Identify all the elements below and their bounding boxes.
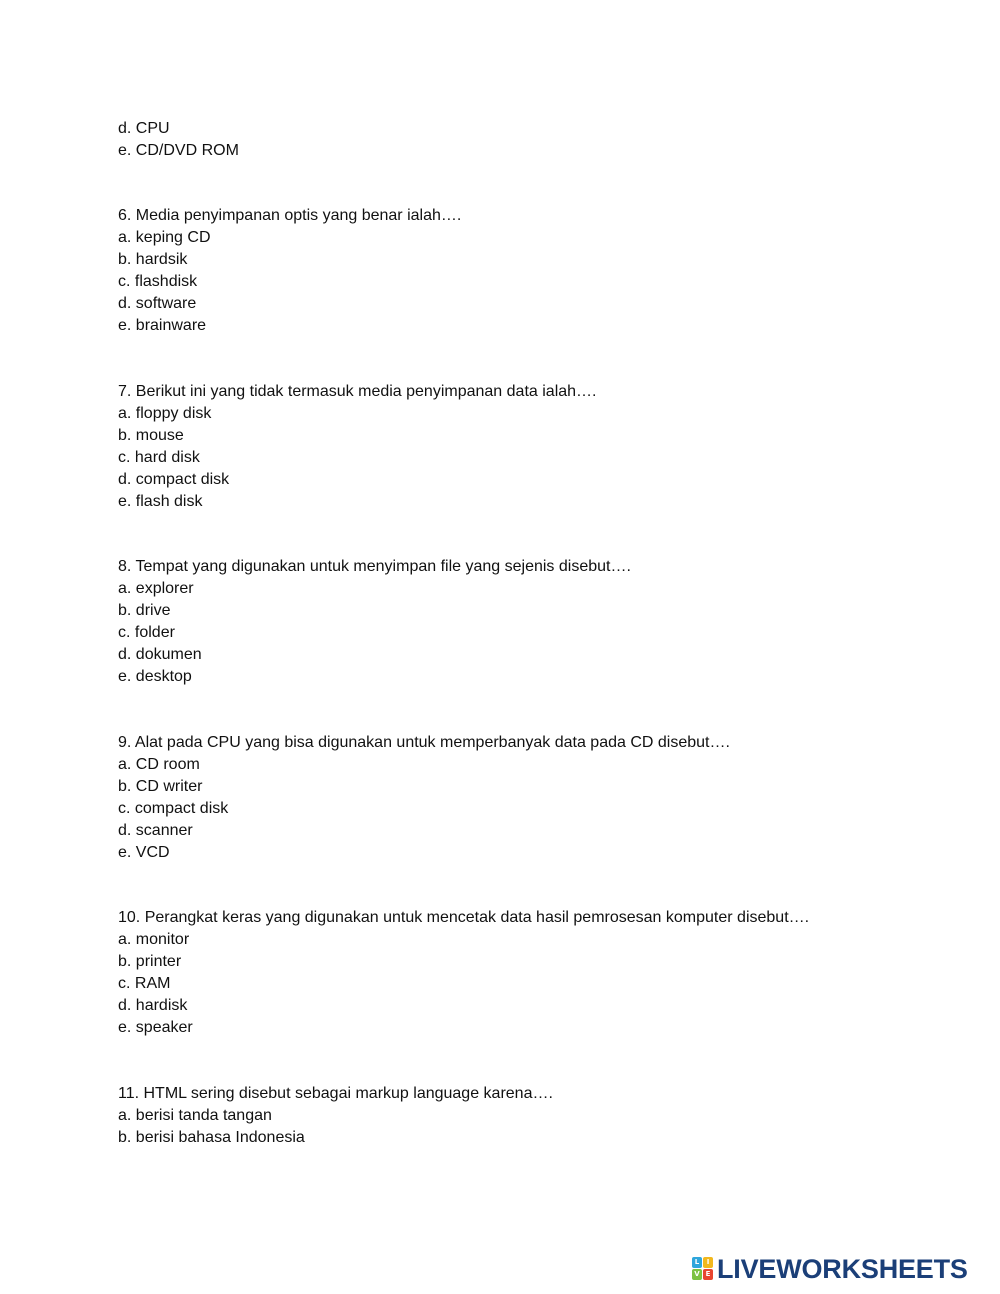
option-line: d. compact disk (118, 471, 230, 488)
option-line: c. hard disk (118, 449, 200, 466)
option-line: d. CPU (118, 120, 170, 137)
question-11: 11. HTML sering disebut sebagai markup language karena…. (118, 1085, 553, 1102)
option-line: b. berisi bahasa Indonesia (118, 1129, 305, 1146)
option-line: a. explorer (118, 580, 194, 597)
option-line: a. floppy disk (118, 405, 212, 422)
option-line: b. drive (118, 602, 171, 619)
logo-tile-v: V (692, 1269, 702, 1280)
option-line: b. mouse (118, 427, 184, 444)
option-line: d. dokumen (118, 646, 202, 663)
logo-tile-l: L (692, 1257, 702, 1268)
question-6: 6. Media penyimpanan optis yang benar ialah…. (118, 207, 462, 224)
logo-wordmark: LIVEWORKSHEETS (717, 1254, 968, 1284)
option-line: c. flashdisk (118, 273, 198, 290)
option-line: a. monitor (118, 931, 190, 948)
option-line: d. scanner (118, 822, 193, 839)
option-line: e. flash disk (118, 493, 203, 510)
option-line: e. CD/DVD ROM (118, 142, 239, 159)
option-line: e. speaker (118, 1019, 193, 1036)
logo-tile-i: I (703, 1257, 713, 1268)
question-10: 10. Perangkat keras yang digunakan untuk mencetak data hasil pemrosesan komputer disebut…. (118, 909, 810, 926)
option-line: c. folder (118, 624, 175, 641)
option-line: a. CD room (118, 756, 200, 773)
option-line: d. software (118, 295, 197, 312)
option-line: c. RAM (118, 975, 171, 992)
option-line: e. brainware (118, 317, 207, 334)
question-7: 7. Berikut ini yang tidak termasuk media penyimpanan data ialah…. (118, 383, 597, 400)
option-line: a. berisi tanda tangan (118, 1107, 272, 1124)
question-8: 8. Tempat yang digunakan untuk menyimpan file yang sejenis disebut…. (118, 558, 631, 575)
option-line: a. keping CD (118, 229, 211, 246)
option-line: e. VCD (118, 844, 170, 861)
liveworksheets-logo-icon (692, 1257, 714, 1281)
option-line: b. hardsik (118, 251, 188, 268)
option-line: e. desktop (118, 668, 192, 685)
option-line: d. hardisk (118, 997, 188, 1014)
logo-tile-e: E (703, 1269, 713, 1280)
liveworksheets-logo (692, 1254, 968, 1284)
option-line: b. CD writer (118, 778, 203, 795)
option-line: c. compact disk (118, 800, 229, 817)
question-9: 9. Alat pada CPU yang bisa digunakan untuk memperbanyak data pada CD disebut…. (118, 734, 730, 751)
option-line: b. printer (118, 953, 182, 970)
